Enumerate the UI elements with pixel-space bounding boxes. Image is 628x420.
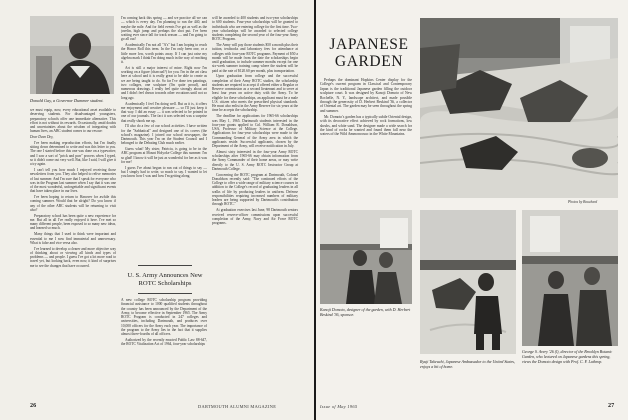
- left-column-1: [30, 108, 116, 398]
- garden-paragraph: Mr. Domoto's garden has a typically subtle Oriental design, with its decorative effect achieved by rock formations, low shrubs, and white sand. The designer made a wide search for the kind of rocks he wanted and found them fall near the waters of the Wild Ammonoosuc in the White Mountains.: [320, 114, 412, 137]
- left-column-2-article: [121, 298, 207, 398]
- intro-paragraph: we must equip, now, every educational asset available to deserving students. For disadvantaged youngsters, preparatory schools offer one immediate alternative. This effort is not without its rewards. Occasionally, amid doubts and uncertainties about the wisdom of integrating with human lives, an ABC student comes to our rescue:: [30, 108, 116, 134]
- avery-lathrop-photo: [522, 210, 618, 346]
- domoto-beskind-photo: [320, 210, 412, 304]
- portrait-caption: Donald Gay, a Governor Dummer student.: [30, 98, 104, 103]
- page-number-right: 27: [608, 402, 615, 409]
- portrait-illustration: [30, 16, 114, 94]
- student-portrait-photo: [30, 16, 114, 94]
- garden-rocks-illustration: [420, 18, 618, 198]
- letter-paragraph: Academically I feel I'm doing well. But as it is, it offers me enjoyment and creative pleasure — so I'll just keep it that way. I did an essay — it was selected to be printed in one of our journals. The fact it was selected was a surprise that really shook me up.: [121, 101, 207, 123]
- letter-paragraph: Art is still a major interest of mine. Right now I'm working on a figure (charcoal?) for you. I'm in the art class here at school and it is really great to be able to create as we are being taught to do. So far I've done ten paintings, two collages, one sculpture (I'm quite proud), and numerous drawings. I really feel quite strongly about art and I didn't feel drawn towards other vocations until not so long ago.: [121, 65, 207, 100]
- article-paragraph: Almost sixty interested in the four-year Army ROTC scholarships after 1965-66 may obtain information from the Army Commander of their home areas, or may write directly to the U. S. Army ROTC Instructor Group at Dartmouth College.: [212, 149, 298, 171]
- article-paragraph: will be awarded to 400 students and two-year scholarships to 600 students. Four-year scholarships will be granted to individuals who are entering college for the first time. Two-year scholarships will be awarded to selected college students completing the second year of the four-year Army ROTC Program.: [212, 16, 298, 42]
- garden-rocks-photo: [420, 18, 618, 198]
- left-column-2-letter: [121, 16, 207, 228]
- letter-salutation: Dear Dean Dey,: [30, 135, 54, 140]
- magazine-footer: DARTMOUTH ALUMNI MAGAZINE: [198, 404, 277, 409]
- letter-paragraph: Preparatory school has been quite a new experience for me. But all in all I've really enjoyed it here. I've met so many different people, been exposed to so many new ideas, and learned so much.: [30, 213, 116, 231]
- headline-line-2: GARDEN: [334, 53, 404, 70]
- avery-illustration: [522, 210, 618, 346]
- letter-paragraph: Many things that I used to think were important and essential to me I now find immaterial and unnecessary. What is false and vice versa also.: [30, 232, 116, 245]
- issue-footer: Issue of May 1965: [320, 404, 358, 409]
- letter-paragraph: I can't tell you how much I enjoyed receiving those newsletters from you. They also helped to relive memories of last summer. And I'm sure that I speak for everyone who was in the Program last summer when I say that it was one of the most wonderful, unforgettable and significant events that have taken place in our lives.: [30, 168, 116, 194]
- photo-credit: Photos by Bouchard: [568, 200, 598, 204]
- letter-paragraph: Academically I'm not all "A's" but I am hoping to reach the Honor Roll this term. In the I'm only been one, or a little more low, worth points away. If I can just raise my algebra mark I think I'm doing much in the way of reaching it.: [121, 43, 207, 65]
- article-paragraph: Authorized by the recently enacted Public Law 88-647, the ROTC Vitalization Act of 1964, four-year scholarships: [121, 337, 207, 347]
- article-paragraph: Upon graduation from college and the successful completion of their Army ROTC studies, the scholarship students are required to accept if offered either a Regular or Reserve commission as a second lieutenant and to serve at least four years on active duty with the Army. To be eligible for these scholarships, an applicant must be a male U.S. citizen who meets the prescribed physical standards. He must also enlist in the Army Reserve for six years at the time he accepts the scholarship.: [212, 74, 298, 113]
- article-paragraph: At graduation exercises last June, 98 Dartmouth seniors received reserve-officer commissions upon successful completion of the Army, Navy and Air Force ROTC programs.: [212, 208, 298, 226]
- article-paragraph: The deadline for applications for 1965-66 scholarships was May 1, 1965. Dartmouth students interested in the four-year grants applied to Col. William R. Donaldson, USA, Professor of Military Science at the College. Applications for four-year scholarships were made to the Commanding General of the Army area in which the applicants reside. Successful applicants, chosen by the Department of the Army, will receive notification in July.: [212, 114, 298, 149]
- letter-paragraph: Guess what! My sister, Patricia, is going to be in the ABC program at Mount Holyoke College this summer. I'm so glad! I know it will be just as wonderful for her as it was for me!: [121, 147, 207, 164]
- letter-paragraph: I'm coming back this spring — and we practice all we can — which is every day. I'm planning to run the 440, and maybe the mile. And for field events I've got as well as the javelin, high jump and perhaps the shot put. I've been waiting ever since fall for track season — and I'm going to go all out!: [121, 16, 207, 42]
- garden-article-body: [320, 78, 412, 198]
- caption-ambassador: Ryuji Takeuchi, Japanese Ambassador to the United States, enjoys a bit of home.: [420, 359, 515, 369]
- caption-domoto: Kanoji Domoto, designer of the garden, with D. Herbert Beskind '36, sponsor.: [320, 307, 411, 317]
- letter-paragraph: I've been making reproduction efforts, but I'm finally sitting down determined to write and was this letter to you. The one I started before this one was done on a typewriter; and I saw a sort of "prick and purr" process when I typed, so it didn't come out very well. But, like I said, I will give it a try again.: [30, 140, 116, 167]
- letter-paragraph: I'll also do a few of our school activities. I have written for the "Sabbatical" and designed one of its covers (the school's magazine). I joined our school newspaper, the Dartmouth. This year I'm on the Student Council and I belonged to the Debating Club much earlier.: [121, 124, 207, 146]
- letter-paragraph: I've learned to develop a clearer and more objective way of thinking about or viewing all kinds and types of problems — and people. I guess I've got a lot more road to travel yet, but looking back, even now, it kind of surprises me to see the changes that have occurred.: [30, 246, 116, 268]
- letter-paragraph: I guess I've about begun to run out of things to say — but I simply had to write, so much to say. I wanted to let you know how I was and how I'm getting along.: [121, 165, 207, 179]
- left-column-3: [212, 16, 298, 398]
- article-paragraph: The Army will pay those students $50 a month plus their tuition, textbooks and laboratory fees for attendance at colleges with four-year ROTC programs. Payment of $50 a month will be made from the date the scholarships begin until graduation, to include summer months except for one six-week summer training camp where the student will be paid at the rate of $120.60 per month, plus transportation.: [212, 43, 298, 73]
- domoto-illustration: [320, 210, 412, 304]
- letter-paragraph: I've been hoping to return to Hanover for awhile this coming summer. Would that be alright? Do you know if any of the other ABC students will be returning to visit also?: [30, 195, 116, 212]
- article-divider-top: [138, 265, 192, 266]
- ambassador-photo: [420, 210, 516, 354]
- garden-paragraph: Perhaps the dominant Hopkins Center display for the College's current program in Classical and Contemporary Japan is the traditional Japanese garden filling the outdoor sculpture court. It was designed by Kanoji Domoto of New Rochelle, N. Y., landscape architect, and made possible through the generosity of D. Herbert Beskind '36, a collector of Oriental art. The garden may be seen throughout the spring and summer.: [320, 78, 412, 113]
- article-paragraph: A new college ROTC scholarship program providing financial assistance to 1000 qualified students throughout the country has been announced by the Department of the Army, to become effective in September 1965. The Army ROTC Program is conducted in 247 colleges and universities, including Dartmouth, and produces over 10,000 officers for the Army each year. The importance of the program to the Army lies in the fact that it supplies almost three-fourths of all officers.: [121, 298, 207, 336]
- page-number-left: 26: [30, 402, 37, 409]
- caption-avery: George S. Avery '26 (l), director of the Brooklyn Botanic Garden, who lectured on Japanese gardens this spring, views the Domoto design with Prof. C. F. Lathrop.: [522, 349, 613, 364]
- article-divider-bottom: [138, 293, 192, 294]
- article-paragraph: Concerning the ROTC program at Dartmouth, Colonel Donaldson recently said: "The continued efforts of the College to offer a wide range of military science courses in addition to the College's record of graduating leaders in all walks of life by producing leaders in uniform. Defense responsibilities requiring increased numbers of military leaders are being supported by Dartmouth's contribution through ROTC.": [212, 172, 298, 207]
- army-article-headline: U. S. Army Announces New ROTC Scholarships: [127, 272, 203, 287]
- garden-headline: [324, 36, 414, 70]
- headline-line-1: JAPANESE: [329, 36, 409, 53]
- right-page: [316, 0, 628, 420]
- ambassador-illustration: [420, 210, 516, 354]
